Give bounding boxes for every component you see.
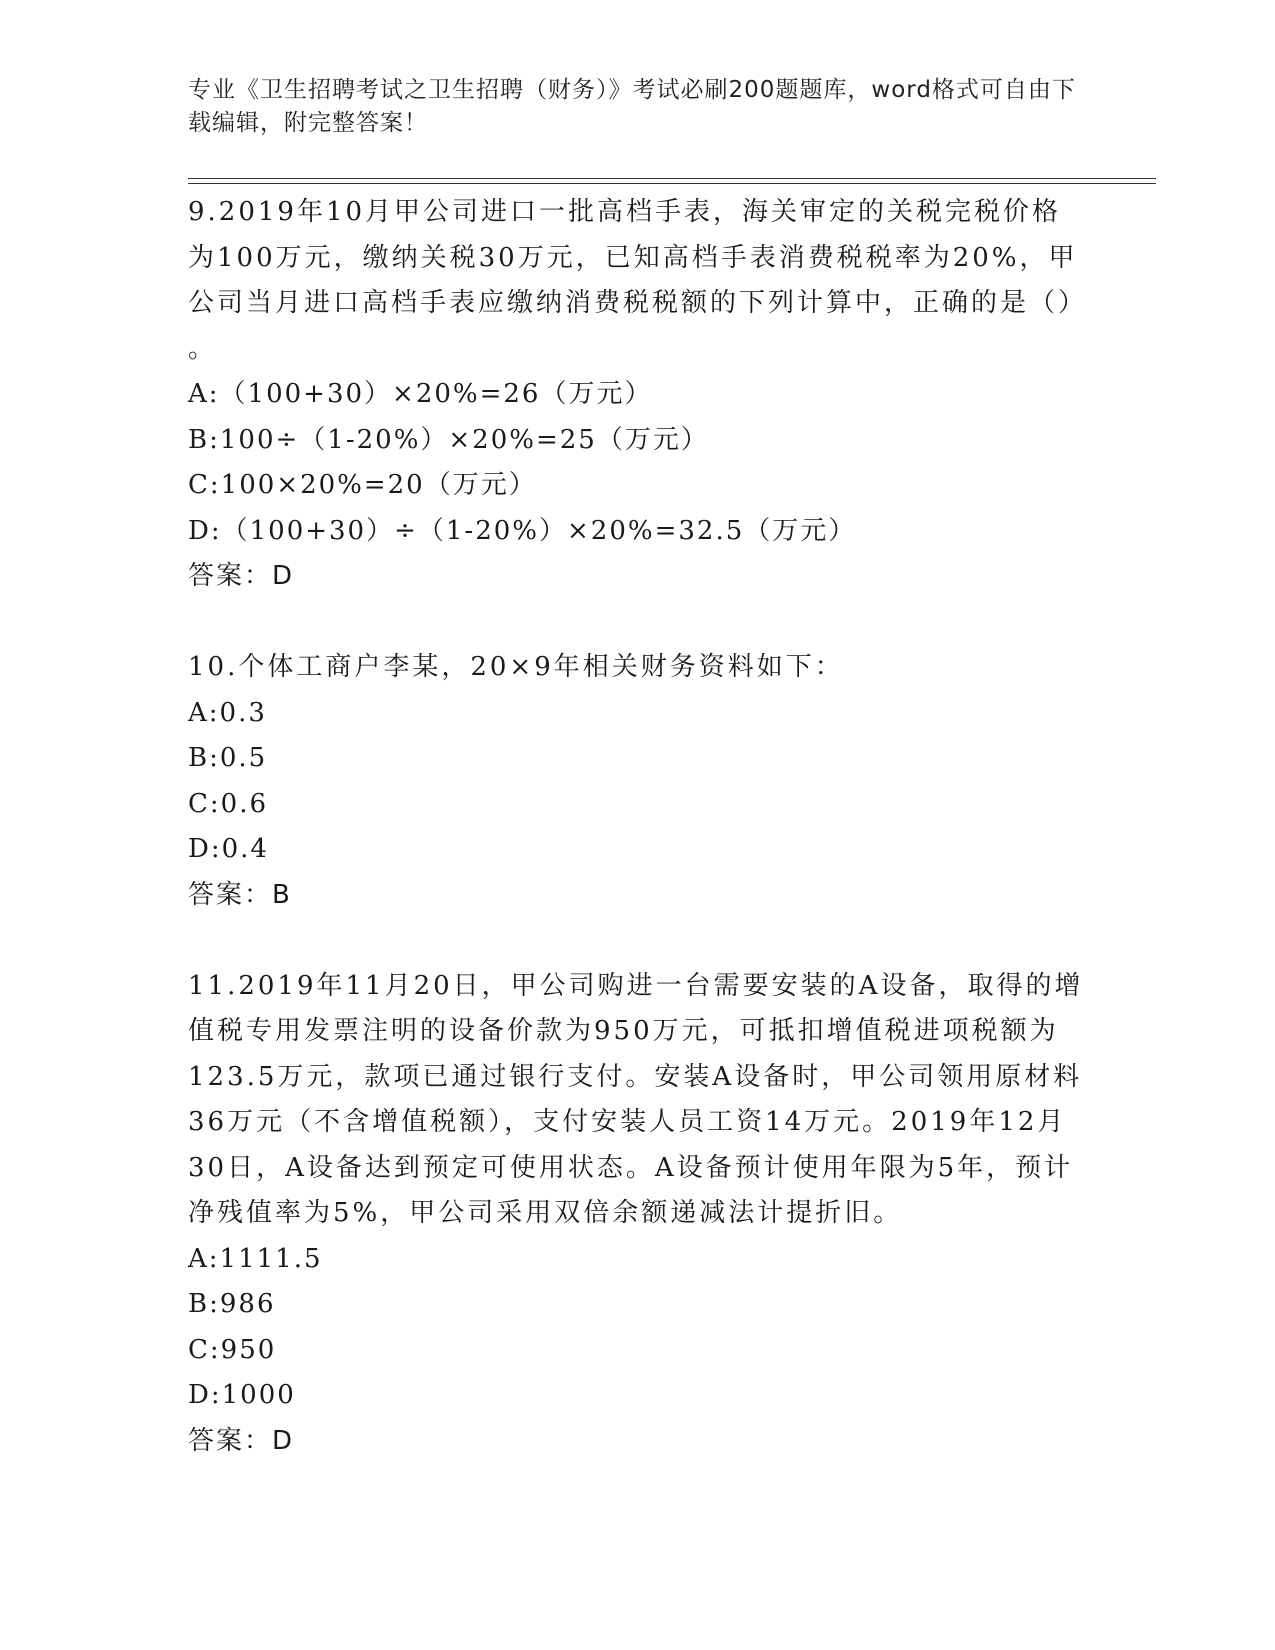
answer-line: 答案：B	[188, 879, 292, 910]
option-d: D:0.4	[188, 834, 269, 864]
option-b: B:100÷（1-20%）×20%=25（万元）	[188, 424, 709, 455]
option-c: C:0.6	[188, 788, 269, 819]
option-a: A:（100+30）×20%=26（万元）	[188, 379, 653, 409]
question-text: 11.2019年11月20日，甲公司购进一台需要安装的A设备，取得的增值税专用发票注明的设备价款为950万元，可抵扣增值税进项税额为123.5万元，款项已通过银行支付。安装A设备时，甲公司领用原材料36万元（不含增值税额），支付安装人员工资14万元。2019年12月30日，A设备达到预定可使用状态。A设备预计使用年限为5年，预计净残值率为5%，甲公司采用双倍余额递减法计提折旧。	[188, 970, 1084, 1228]
question-text: 10.个体工商户李某，20×9年相关财务资料如下：	[188, 652, 844, 682]
option-c: C:950	[188, 1334, 277, 1365]
option-d: D:1000	[188, 1380, 296, 1410]
option-a: A:1111.5	[188, 1243, 323, 1274]
option-b: B:986	[188, 1289, 276, 1319]
question-text-tail: 。	[188, 333, 218, 364]
answer-line: 答案：D	[188, 1425, 295, 1456]
question-list	[188, 190, 1088, 1464]
option-b: B:0.5	[188, 743, 268, 773]
spacer	[188, 600, 1088, 646]
document-header: 专业《卫生招聘考试之卫生招聘（财务）》考试必刷200题题库，word格式可自由下载编辑，附完整答案！	[188, 77, 1076, 136]
question-text: 9.2019年10月甲公司进口一批高档手表，海关审定的关税完税价格为100万元，缴纳关税30万元，已知高档手表消费税税率为20%，甲公司当月进口高档手表应缴纳消费税税额的下列计算中，正确的是（）	[188, 197, 1088, 318]
header-divider-bottom	[188, 183, 1156, 184]
question-block	[188, 964, 1088, 1465]
header-divider-top	[188, 178, 1156, 179]
option-c: C:100×20%=20（万元）	[188, 470, 537, 500]
spacer	[188, 918, 1088, 964]
option-a: A:0.3	[188, 697, 267, 728]
question-block	[188, 645, 1088, 918]
option-d: D:（100+30）÷（1-20%）×20%=32.5（万元）	[188, 515, 857, 546]
answer-line: 答案：D	[188, 561, 295, 591]
question-block	[188, 190, 1088, 600]
